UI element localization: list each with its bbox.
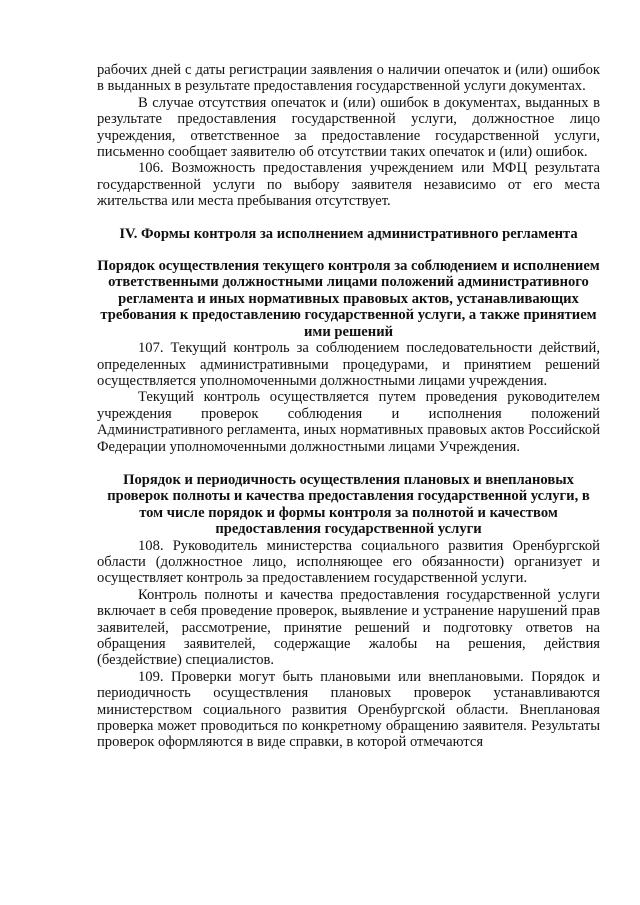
subsection-heading-inspections: Порядок и периодичность осуществления плановых и внеплановых проверок полноты и качества предоставления государственной услуги, в том числе порядок и формы контроля за полнотой и качеством предоставления государственной услуги [107,471,590,538]
paragraph-continuation: рабочих дней с даты регистрации заявления о наличии опечаток и (или) ошибок в выданных в результате предоставления государственной услуги документах. [97,62,600,95]
paragraph-107: 107. Текущий контроль за соблюдением последовательности действий, определенных административными процедурами, и принятием решений осуществляется уполномоченными должностными лицами учреждения. [97,340,600,389]
paragraph-quality-control: Контроль полноты и качества предоставления государственной услуги включает в себя проведение проверок, выявление и устранение нарушений прав заявителей, рассмотрение, принятие решений и подготовку ответов на обращения заявителей, содержащие жалобы на решения, действия (бездействие) специалистов. [97,586,600,669]
document-page [97,62,600,751]
paragraph-current-control: Текущий контроль осуществляется путем проведения руководителем учреждения проверок соблюдения и исполнения положений Административного регламента, иных нормативных правовых актов Российской Федерации уполномоченными должностными лицами Учреждения. [97,389,600,455]
paragraph-no-errors: В случае отсутствия опечаток и (или) ошибок в документах, выданных в результате предоставления государственной услуги, должностное лицо учреждения, ответственное за предоставление государственной услуги, письменно сообщает заявителю об отсутствии таких опечаток и (или) ошибок. [97,94,600,161]
paragraph-108: 108. Руководитель министерства социального развития Оренбургской области (должностное лицо, исполняющее его обязанности) организует и осуществляет контроль за предоставлением государственной услуги. [97,537,600,587]
paragraph-106: 106. Возможность предоставления учреждением или МФЦ результата государственной услуги по выбору заявителя независимо от его места жительства или места пребывания отсутствует. [97,160,600,210]
paragraph-109: 109. Проверки могут быть плановыми или внеплановыми. Порядок и периодичность осуществления плановых проверок устанавливаются министерством социального развития Оренбургской области. Внеплановая проверка может проводиться по конкретному обращению заявителя. Результаты проверок оформляются в виде справки, в которой отмечаются [97,668,600,751]
subsection-heading-current-control: Порядок осуществления текущего контроля за соблюдением и исполнением ответственными должностными лицами положений административного регламента и иных нормативных правовых актов, устанавливающих требования к предоставлению государственной услуги, а также принятием ими решений [97,258,600,340]
section-heading: IV. Формы контроля за исполнением административного регламента [119,225,578,242]
